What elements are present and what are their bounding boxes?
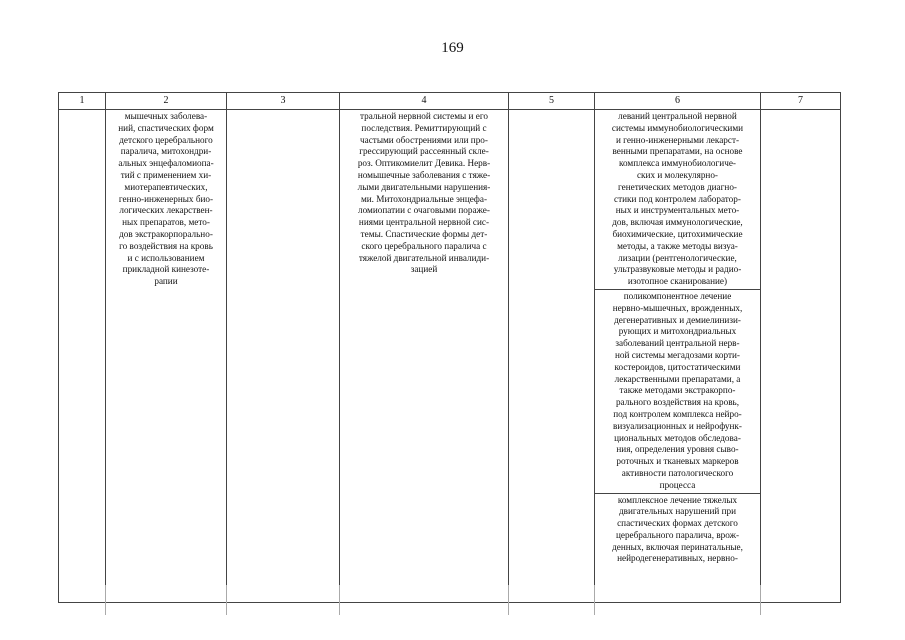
column-header-5: 5 <box>509 93 595 110</box>
cell-col5 <box>509 110 595 603</box>
rule-line <box>508 585 509 615</box>
cell-col4-diagnoses <box>340 110 509 603</box>
cell-col7 <box>761 110 841 603</box>
cell-col1 <box>59 110 106 603</box>
cell-col3 <box>227 110 340 603</box>
method-block-1: леваний центральной нервной системы иммунобиологическими и генно-инженерными лекарст- венными препаратами, на основе комплекса иммунобиологиче- ских и молекулярно- генетических методов диагно- стики под контролем лаборатор- ных и инструментальных мето- дов, включая иммунологические, биохимические, цитохимические методы, а также методы визуа- лизации (рентгенологические, ультразвуковые методы и радио- изотопное сканирование) <box>595 110 760 290</box>
column-header-1: 1 <box>59 93 106 110</box>
column-number-header-row <box>59 93 841 110</box>
method-block-2: поликомпонентное лечение нервно-мышечных, врожденных, дегенеративных и демиелинизи- рующих и митохондриальных заболеваний центральной нерв- ной системы мегадозами корти- костероидов, цитостатическими лекарственными препаратами, а также методами экстракорпо- рального воздействия на кровь, под контролем комплекса нейро- визуализационных и нейрофунк- циональных методов обследова- ния, определения уровня сыво- роточных и тканевых маркеров активности патологического процесса <box>595 290 760 494</box>
column-header-3: 3 <box>227 93 340 110</box>
column-rule-continuation <box>58 585 840 615</box>
rule-line <box>339 585 340 615</box>
column-header-7: 7 <box>761 93 841 110</box>
rule-line <box>760 585 761 615</box>
method-block-3: комплексное лечение тяжелых двигательных нарушений при спастических формах детского церебрального паралича, врож- денных, включая перинатальные, нейродегенеративных, нервно- <box>612 494 743 564</box>
medical-care-table <box>58 92 841 603</box>
cell-col6-methods <box>595 110 761 603</box>
diagnoses-text: тральной нервной системы и его последствия. Ремиттирующий с частыми обострениями или про- грессирующий рассеянный скле- роз. Оптикомиелит Девика. Нерв- номышечные заболевания с тяже- лыми двигательными нарушения- ми. Митохондриальные энцефа- ломиопатии с очаговыми пораже- ниями центральной нервной сис- темы. Спастические формы дет- ского церебрального паралича с тяжелой двигательной инвалиди- зацией <box>357 111 491 275</box>
rule-line <box>105 585 106 615</box>
column-header-4: 4 <box>340 93 509 110</box>
column-header-2: 2 <box>106 93 227 110</box>
column-header-6: 6 <box>595 93 761 110</box>
page-number: 169 <box>441 40 464 56</box>
rule-line <box>226 585 227 615</box>
cell-col2-treatment-name <box>106 110 227 603</box>
treatment-name-text: мышечных заболева- ний, спастических форм детского церебрального паралича, митохондри- альных энцефаломиопа- тий с применением хи- миотерапевтических, генно-инженерных био- логических лекарствен- ных препаратов, мето- дов экстракорпорально- го воздействия на кровь и с использованием прикладной кинезоте- рапии <box>118 111 214 287</box>
table-row <box>59 110 841 603</box>
rule-line <box>594 585 595 615</box>
